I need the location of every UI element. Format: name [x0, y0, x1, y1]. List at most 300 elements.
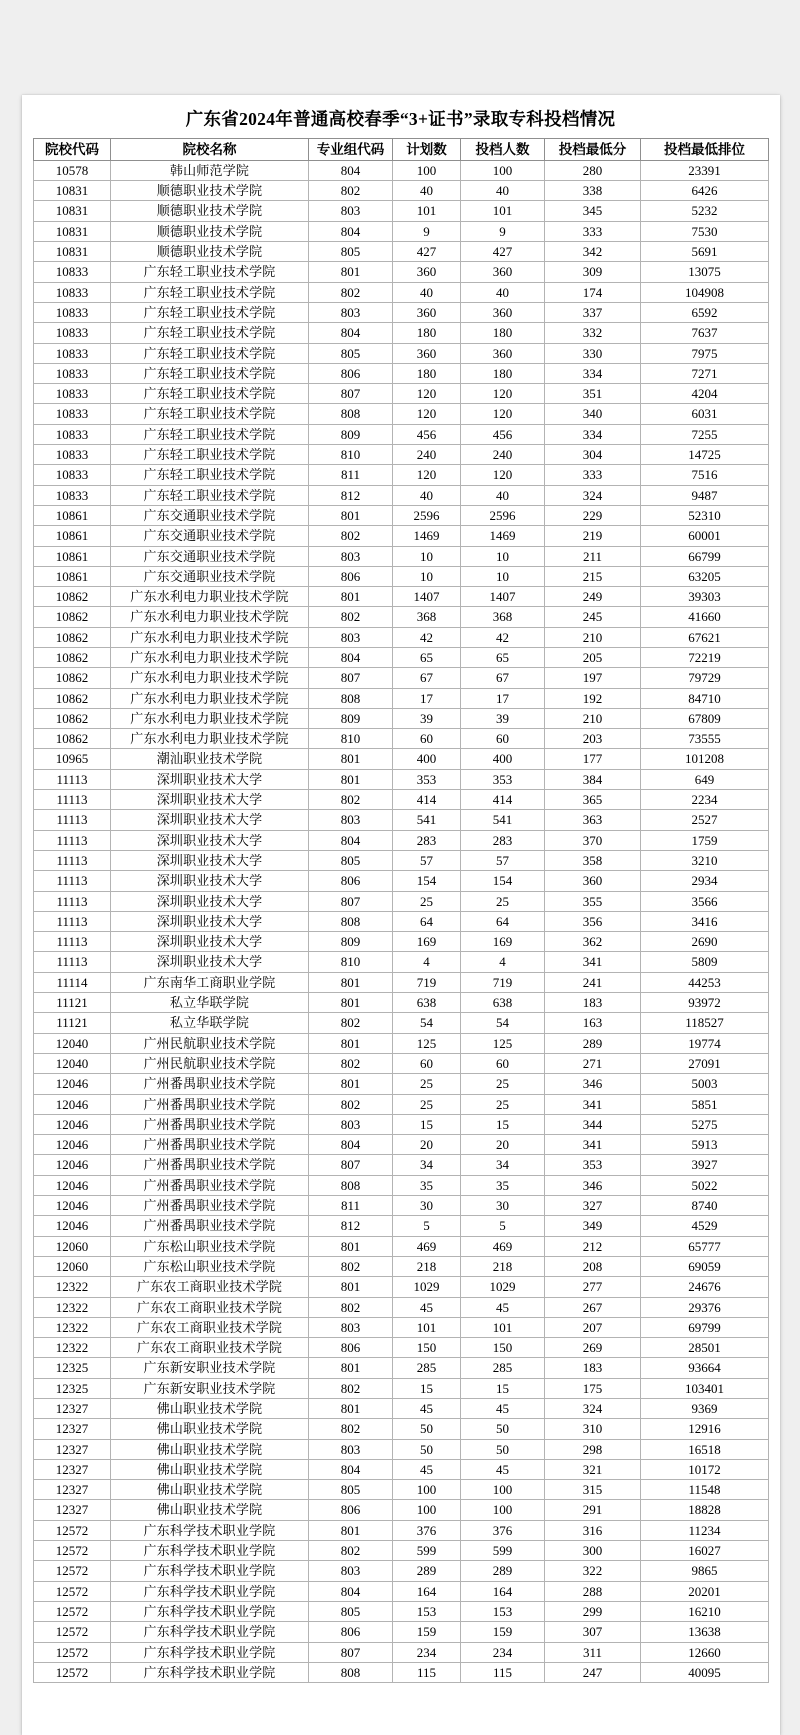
cell-group: 810	[309, 445, 393, 465]
cell-rank: 101208	[641, 749, 769, 769]
cell-score: 330	[545, 343, 641, 363]
cell-name: 深圳职业技术大学	[111, 790, 309, 810]
cell-rank: 5851	[641, 1094, 769, 1114]
cell-count: 9	[461, 221, 545, 241]
table-row	[34, 688, 769, 708]
cell-rank: 2690	[641, 932, 769, 952]
cell-score: 299	[545, 1601, 641, 1621]
table-row	[34, 891, 769, 911]
cell-name: 广东交通职业技术学院	[111, 566, 309, 586]
cell-group: 808	[309, 1175, 393, 1195]
cell-plan: 353	[393, 769, 461, 789]
cell-code: 11114	[34, 972, 111, 992]
cell-count: 120	[461, 384, 545, 404]
cell-plan: 67	[393, 668, 461, 688]
cell-code: 12060	[34, 1256, 111, 1276]
cell-group: 804	[309, 323, 393, 343]
cell-plan: 40	[393, 282, 461, 302]
cell-score: 210	[545, 708, 641, 728]
cell-rank: 5809	[641, 952, 769, 972]
cell-count: 40	[461, 282, 545, 302]
cell-group: 812	[309, 1216, 393, 1236]
cell-group: 803	[309, 201, 393, 221]
cell-plan: 376	[393, 1520, 461, 1540]
cell-group: 806	[309, 1338, 393, 1358]
cell-count: 360	[461, 262, 545, 282]
cell-count: 368	[461, 607, 545, 627]
cell-name: 广东交通职业技术学院	[111, 526, 309, 546]
cell-plan: 150	[393, 1338, 461, 1358]
cell-count: 115	[461, 1662, 545, 1682]
cell-name: 广州番禺职业技术学院	[111, 1155, 309, 1175]
cell-group: 807	[309, 668, 393, 688]
cell-name: 广东松山职业技术学院	[111, 1256, 309, 1276]
cell-plan: 180	[393, 363, 461, 383]
cell-plan: 10	[393, 546, 461, 566]
column-header-name: 院校名称	[111, 138, 309, 160]
cell-code: 10831	[34, 221, 111, 241]
cell-name: 佛山职业技术学院	[111, 1480, 309, 1500]
cell-score: 197	[545, 668, 641, 688]
cell-plan: 20	[393, 1135, 461, 1155]
cell-name: 广东新安职业技术学院	[111, 1358, 309, 1378]
cell-group: 802	[309, 1419, 393, 1439]
cell-name: 广州民航职业技术学院	[111, 1053, 309, 1073]
cell-score: 219	[545, 526, 641, 546]
cell-plan: 40	[393, 485, 461, 505]
cell-group: 807	[309, 384, 393, 404]
cell-count: 360	[461, 302, 545, 322]
cell-plan: 15	[393, 1378, 461, 1398]
cell-plan: 65	[393, 648, 461, 668]
cell-name: 广东水利电力职业技术学院	[111, 729, 309, 749]
cell-plan: 45	[393, 1459, 461, 1479]
cell-group: 801	[309, 972, 393, 992]
cell-name: 佛山职业技术学院	[111, 1439, 309, 1459]
table-row	[34, 1114, 769, 1134]
table-row	[34, 445, 769, 465]
cell-code: 12322	[34, 1297, 111, 1317]
cell-code: 10862	[34, 688, 111, 708]
cell-rank: 40095	[641, 1662, 769, 1682]
cell-name: 广东松山职业技术学院	[111, 1236, 309, 1256]
cell-group: 809	[309, 932, 393, 952]
cell-name: 顺德职业技术学院	[111, 201, 309, 221]
cell-rank: 10172	[641, 1459, 769, 1479]
cell-score: 215	[545, 566, 641, 586]
table-row	[34, 871, 769, 891]
table-row	[34, 648, 769, 668]
cell-count: 100	[461, 1500, 545, 1520]
cell-name: 佛山职业技术学院	[111, 1500, 309, 1520]
cell-name: 私立华联学院	[111, 1013, 309, 1033]
cell-group: 808	[309, 911, 393, 931]
cell-plan: 427	[393, 242, 461, 262]
table-row	[34, 424, 769, 444]
cell-score: 322	[545, 1561, 641, 1581]
cell-score: 321	[545, 1459, 641, 1479]
table-row	[34, 1662, 769, 1682]
cell-plan: 17	[393, 688, 461, 708]
cell-score: 207	[545, 1317, 641, 1337]
cell-code: 10833	[34, 404, 111, 424]
cell-rank: 65777	[641, 1236, 769, 1256]
cell-group: 801	[309, 1277, 393, 1297]
cell-score: 229	[545, 505, 641, 525]
cell-count: 101	[461, 201, 545, 221]
cell-plan: 25	[393, 1094, 461, 1114]
cell-plan: 125	[393, 1033, 461, 1053]
cell-count: 234	[461, 1642, 545, 1662]
cell-code: 12572	[34, 1520, 111, 1540]
cell-count: 414	[461, 790, 545, 810]
cell-name: 广东轻工职业技术学院	[111, 404, 309, 424]
cell-group: 801	[309, 1236, 393, 1256]
cell-count: 39	[461, 708, 545, 728]
cell-group: 803	[309, 810, 393, 830]
cell-rank: 93664	[641, 1358, 769, 1378]
cell-count: 285	[461, 1358, 545, 1378]
cell-rank: 24676	[641, 1277, 769, 1297]
cell-rank: 104908	[641, 282, 769, 302]
table-row	[34, 729, 769, 749]
cell-plan: 57	[393, 850, 461, 870]
cell-plan: 153	[393, 1601, 461, 1621]
table-row	[34, 1196, 769, 1216]
cell-name: 广东水利电力职业技术学院	[111, 607, 309, 627]
cell-rank: 16518	[641, 1439, 769, 1459]
cell-code: 10833	[34, 384, 111, 404]
cell-count: 10	[461, 566, 545, 586]
cell-name: 广州番禺职业技术学院	[111, 1216, 309, 1236]
cell-rank: 4204	[641, 384, 769, 404]
cell-name: 私立华联学院	[111, 993, 309, 1013]
cell-count: 376	[461, 1520, 545, 1540]
cell-group: 803	[309, 546, 393, 566]
cell-score: 267	[545, 1297, 641, 1317]
cell-count: 65	[461, 648, 545, 668]
cell-score: 174	[545, 282, 641, 302]
cell-score: 327	[545, 1196, 641, 1216]
cell-count: 34	[461, 1155, 545, 1175]
cell-name: 深圳职业技术大学	[111, 891, 309, 911]
cell-count: 45	[461, 1459, 545, 1479]
cell-name: 广东科学技术职业学院	[111, 1642, 309, 1662]
cell-count: 45	[461, 1398, 545, 1418]
cell-score: 183	[545, 1358, 641, 1378]
cell-score: 355	[545, 891, 641, 911]
cell-count: 25	[461, 891, 545, 911]
cell-count: 40	[461, 181, 545, 201]
cell-plan: 9	[393, 221, 461, 241]
table-row	[34, 587, 769, 607]
cell-score: 289	[545, 1033, 641, 1053]
cell-name: 广东水利电力职业技术学院	[111, 688, 309, 708]
cell-rank: 12660	[641, 1642, 769, 1662]
cell-count: 30	[461, 1196, 545, 1216]
cell-name: 深圳职业技术大学	[111, 769, 309, 789]
cell-score: 245	[545, 607, 641, 627]
table-row	[34, 993, 769, 1013]
cell-name: 韩山师范学院	[111, 160, 309, 180]
cell-group: 805	[309, 343, 393, 363]
table-row	[34, 1317, 769, 1337]
cell-rank: 12916	[641, 1419, 769, 1439]
cell-rank: 67621	[641, 627, 769, 647]
cell-name: 广东农工商职业技术学院	[111, 1277, 309, 1297]
cell-count: 599	[461, 1541, 545, 1561]
table-row	[34, 262, 769, 282]
cell-code: 12572	[34, 1581, 111, 1601]
cell-name: 广州番禺职业技术学院	[111, 1074, 309, 1094]
cell-rank: 16027	[641, 1541, 769, 1561]
cell-code: 12046	[34, 1135, 111, 1155]
cell-code: 10861	[34, 505, 111, 525]
cell-code: 10833	[34, 323, 111, 343]
table-row	[34, 1155, 769, 1175]
cell-plan: 159	[393, 1622, 461, 1642]
cell-group: 809	[309, 424, 393, 444]
cell-code: 12040	[34, 1053, 111, 1073]
cell-count: 10	[461, 546, 545, 566]
table-row	[34, 1378, 769, 1398]
table-row	[34, 566, 769, 586]
cell-plan: 40	[393, 181, 461, 201]
cell-code: 11113	[34, 891, 111, 911]
cell-code: 10862	[34, 587, 111, 607]
table-row	[34, 485, 769, 505]
cell-plan: 60	[393, 729, 461, 749]
cell-rank: 84710	[641, 688, 769, 708]
cell-count: 180	[461, 363, 545, 383]
table-row	[34, 1642, 769, 1662]
cell-name: 广东水利电力职业技术学院	[111, 708, 309, 728]
cell-name: 广东农工商职业技术学院	[111, 1338, 309, 1358]
cell-name: 广东南华工商职业学院	[111, 972, 309, 992]
cell-count: 101	[461, 1317, 545, 1337]
cell-count: 456	[461, 424, 545, 444]
table-row	[34, 1236, 769, 1256]
cell-plan: 368	[393, 607, 461, 627]
table-row	[34, 830, 769, 850]
cell-group: 802	[309, 790, 393, 810]
table-row	[34, 1094, 769, 1114]
cell-plan: 101	[393, 201, 461, 221]
table-row	[34, 1419, 769, 1439]
cell-name: 潮汕职业技术学院	[111, 749, 309, 769]
cell-score: 211	[545, 546, 641, 566]
cell-plan: 45	[393, 1297, 461, 1317]
cell-plan: 360	[393, 343, 461, 363]
cell-group: 807	[309, 1155, 393, 1175]
cell-group: 810	[309, 729, 393, 749]
table-row	[34, 607, 769, 627]
table-row	[34, 201, 769, 221]
cell-code: 12572	[34, 1622, 111, 1642]
cell-plan: 456	[393, 424, 461, 444]
table-row	[34, 1581, 769, 1601]
cell-name: 佛山职业技术学院	[111, 1398, 309, 1418]
cell-code: 10833	[34, 424, 111, 444]
cell-name: 广东科学技术职业学院	[111, 1561, 309, 1581]
table-row	[34, 1277, 769, 1297]
cell-count: 719	[461, 972, 545, 992]
cell-plan: 638	[393, 993, 461, 1013]
table-row	[34, 952, 769, 972]
cell-plan: 15	[393, 1114, 461, 1134]
cell-count: 25	[461, 1094, 545, 1114]
cell-name: 广东轻工职业技术学院	[111, 343, 309, 363]
cell-name: 广东科学技术职业学院	[111, 1662, 309, 1682]
cell-rank: 63205	[641, 566, 769, 586]
cell-group: 804	[309, 1135, 393, 1155]
table-header	[34, 138, 769, 160]
cell-count: 153	[461, 1601, 545, 1621]
cell-rank: 28501	[641, 1338, 769, 1358]
cell-name: 广州番禺职业技术学院	[111, 1114, 309, 1134]
cell-score: 271	[545, 1053, 641, 1073]
cell-code: 11113	[34, 850, 111, 870]
table-row	[34, 1561, 769, 1581]
cell-score: 269	[545, 1338, 641, 1358]
table-row	[34, 546, 769, 566]
cell-score: 205	[545, 648, 641, 668]
cell-count: 35	[461, 1175, 545, 1195]
cell-rank: 4529	[641, 1216, 769, 1236]
cell-score: 332	[545, 323, 641, 343]
cell-plan: 4	[393, 952, 461, 972]
cell-plan: 180	[393, 323, 461, 343]
cell-code: 12046	[34, 1216, 111, 1236]
cell-group: 802	[309, 1541, 393, 1561]
table-row	[34, 363, 769, 383]
table-row	[34, 749, 769, 769]
cell-code: 12325	[34, 1358, 111, 1378]
cell-count: 120	[461, 404, 545, 424]
cell-count: 60	[461, 729, 545, 749]
cell-group: 802	[309, 1053, 393, 1073]
cell-count: 64	[461, 911, 545, 931]
cell-name: 佛山职业技术学院	[111, 1459, 309, 1479]
document-card	[22, 95, 780, 1735]
cell-group: 802	[309, 1378, 393, 1398]
cell-rank: 5913	[641, 1135, 769, 1155]
cell-count: 50	[461, 1439, 545, 1459]
cell-count: 360	[461, 343, 545, 363]
cell-group: 807	[309, 891, 393, 911]
cell-plan: 120	[393, 384, 461, 404]
cell-rank: 5022	[641, 1175, 769, 1195]
cell-code: 10831	[34, 201, 111, 221]
table-row	[34, 1297, 769, 1317]
cell-rank: 13638	[641, 1622, 769, 1642]
cell-code: 12327	[34, 1419, 111, 1439]
cell-code: 10861	[34, 566, 111, 586]
cell-group: 801	[309, 1358, 393, 1378]
cell-score: 315	[545, 1480, 641, 1500]
cell-rank: 7516	[641, 465, 769, 485]
cell-rank: 5691	[641, 242, 769, 262]
cell-plan: 414	[393, 790, 461, 810]
cell-code: 12046	[34, 1074, 111, 1094]
cell-group: 808	[309, 404, 393, 424]
cell-score: 349	[545, 1216, 641, 1236]
cell-plan: 719	[393, 972, 461, 992]
table-row	[34, 911, 769, 931]
cell-group: 804	[309, 1459, 393, 1479]
cell-group: 805	[309, 850, 393, 870]
table-row	[34, 1398, 769, 1418]
cell-name: 广东交通职业技术学院	[111, 546, 309, 566]
table-row	[34, 627, 769, 647]
cell-code: 10862	[34, 648, 111, 668]
cell-code: 10861	[34, 526, 111, 546]
cell-rank: 2934	[641, 871, 769, 891]
cell-plan: 115	[393, 1662, 461, 1682]
cell-name: 广东农工商职业技术学院	[111, 1317, 309, 1337]
cell-name: 广东轻工职业技术学院	[111, 262, 309, 282]
cell-plan: 360	[393, 262, 461, 282]
cell-code: 12572	[34, 1601, 111, 1621]
cell-plan: 360	[393, 302, 461, 322]
cell-group: 810	[309, 952, 393, 972]
cell-name: 顺德职业技术学院	[111, 221, 309, 241]
cell-name: 广东科学技术职业学院	[111, 1581, 309, 1601]
cell-group: 806	[309, 871, 393, 891]
cell-name: 顺德职业技术学院	[111, 181, 309, 201]
cell-score: 316	[545, 1520, 641, 1540]
cell-group: 802	[309, 1297, 393, 1317]
cell-count: 57	[461, 850, 545, 870]
cell-count: 240	[461, 445, 545, 465]
cell-plan: 25	[393, 1074, 461, 1094]
cell-score: 334	[545, 424, 641, 444]
cell-plan: 50	[393, 1419, 461, 1439]
cell-group: 802	[309, 282, 393, 302]
cell-rank: 5275	[641, 1114, 769, 1134]
cell-rank: 2527	[641, 810, 769, 830]
cell-rank: 69059	[641, 1256, 769, 1276]
cell-code: 10862	[34, 668, 111, 688]
cell-group: 811	[309, 465, 393, 485]
cell-name: 广东科学技术职业学院	[111, 1622, 309, 1642]
cell-score: 280	[545, 160, 641, 180]
table-row	[34, 1135, 769, 1155]
cell-name: 深圳职业技术大学	[111, 810, 309, 830]
cell-score: 192	[545, 688, 641, 708]
cell-score: 291	[545, 1500, 641, 1520]
cell-score: 370	[545, 830, 641, 850]
cell-group: 809	[309, 708, 393, 728]
cell-code: 11113	[34, 769, 111, 789]
cell-rank: 8740	[641, 1196, 769, 1216]
cell-score: 362	[545, 932, 641, 952]
cell-rank: 6031	[641, 404, 769, 424]
table-row	[34, 181, 769, 201]
cell-score: 353	[545, 1155, 641, 1175]
cell-score: 212	[545, 1236, 641, 1256]
cell-count: 15	[461, 1114, 545, 1134]
cell-group: 805	[309, 242, 393, 262]
cell-score: 341	[545, 1094, 641, 1114]
cell-group: 806	[309, 1622, 393, 1642]
cell-count: 125	[461, 1033, 545, 1053]
cell-count: 283	[461, 830, 545, 850]
cell-code: 12046	[34, 1114, 111, 1134]
cell-count: 427	[461, 242, 545, 262]
column-header-plan: 计划数	[393, 138, 461, 160]
cell-code: 10862	[34, 627, 111, 647]
